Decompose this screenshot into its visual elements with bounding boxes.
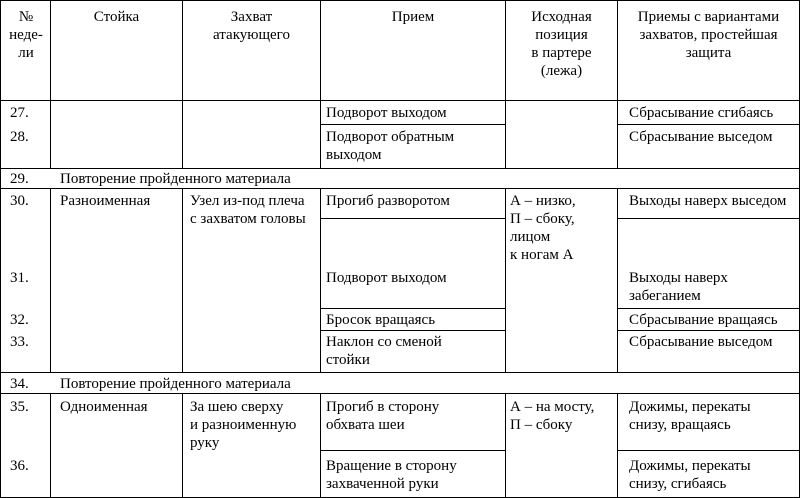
rule-before-34 <box>0 372 800 373</box>
rule-col5 <box>617 188 618 372</box>
row-number: 35. <box>10 399 29 415</box>
rule-col4 <box>505 393 506 498</box>
row-number: 32. <box>10 312 29 328</box>
rule-left <box>0 0 1 498</box>
header-grip: Захват атакующего <box>213 9 290 43</box>
row-number: 33. <box>10 334 29 350</box>
technique-cell: Прогиб разворотом <box>326 193 450 209</box>
stance-cell: Разноименная <box>60 193 151 209</box>
technique-cell: Прогиб в сторону обхвата шеи <box>326 399 440 433</box>
row-number: 27. <box>10 105 29 121</box>
rule-31-32c <box>617 308 800 309</box>
header-variants: Приемы с вариантами захватов, простейшая защита <box>637 9 780 61</box>
technique-cell: Бросок вращаясь <box>326 312 436 328</box>
rule-30-31c <box>617 218 800 219</box>
rule-35-36b <box>320 450 505 451</box>
variant-cell: Сбрасывание выседом <box>629 334 773 350</box>
header-position: Исходная позиция в партере (лежа) <box>531 9 592 79</box>
rule-27-28 <box>320 124 505 125</box>
grip-cell: За шею сверху и разноименную руку <box>190 399 297 451</box>
rule-col1 <box>50 188 51 372</box>
technique-cell: Подворот выходом <box>326 270 447 286</box>
technique-cell: Подворот выходом <box>326 105 447 121</box>
technique-cell: Подворот обратным выходом <box>326 129 455 163</box>
variant-cell: Сбрасывание вращаясь <box>629 312 778 328</box>
rule-before-29 <box>0 168 800 169</box>
variant-cell: Выходы наверх выседом <box>629 193 787 209</box>
rule-after-29 <box>0 188 800 189</box>
rule-32-33b <box>320 330 505 331</box>
rule-31-32b <box>320 308 505 309</box>
rule-col5 <box>617 393 618 498</box>
rule-27-28b <box>617 124 800 125</box>
rule-col2 <box>182 393 183 498</box>
variant-cell: Выходы наверх забеганием <box>629 270 728 304</box>
section-repeat-text: Повторение пройденного материала <box>60 376 291 392</box>
technique-cell: Вращение в сторону захваченной руки <box>326 458 457 492</box>
rule-header-bottom <box>0 100 800 101</box>
rule-col1 <box>50 393 51 498</box>
row-number: 31. <box>10 270 29 286</box>
variant-cell: Сбрасывание сгибаясь <box>629 105 774 121</box>
technique-cell: Наклон со сменой стойки <box>326 334 442 368</box>
row-number: 28. <box>10 129 29 145</box>
grip-cell: Узел из-под плеча с захватом головы <box>190 193 306 227</box>
row-number: 36. <box>10 458 29 474</box>
variant-cell: Дожимы, перекаты снизу, сгибаясь <box>629 458 751 492</box>
rule-col2 <box>182 188 183 372</box>
row-number: 29. <box>10 171 29 187</box>
position-cell: А – низко, П – сбоку, лицом к ногам А <box>510 193 576 263</box>
rule-after-34 <box>0 393 800 394</box>
header-week: № неде- ли <box>9 9 43 61</box>
rule-top <box>0 0 800 1</box>
rule-35-36c <box>617 450 800 451</box>
position-cell: А – на мосту, П – сбоку <box>510 399 595 433</box>
rule-30-31b <box>320 218 505 219</box>
stance-cell: Одноименная <box>60 399 148 415</box>
header-technique: Прием <box>391 9 435 25</box>
section-repeat-text: Повторение пройденного материала <box>60 171 291 187</box>
rule-col3 <box>320 188 321 372</box>
header-stance: Стойка <box>93 9 140 25</box>
rule-col4 <box>505 188 506 372</box>
variant-cell: Дожимы, перекаты снизу, вращаясь <box>629 399 751 433</box>
row-number: 34. <box>10 376 29 392</box>
row-number: 30. <box>10 193 29 209</box>
rule-col3 <box>320 393 321 498</box>
variant-cell: Сбрасывание выседом <box>629 129 773 145</box>
rule-32-33c <box>617 330 800 331</box>
